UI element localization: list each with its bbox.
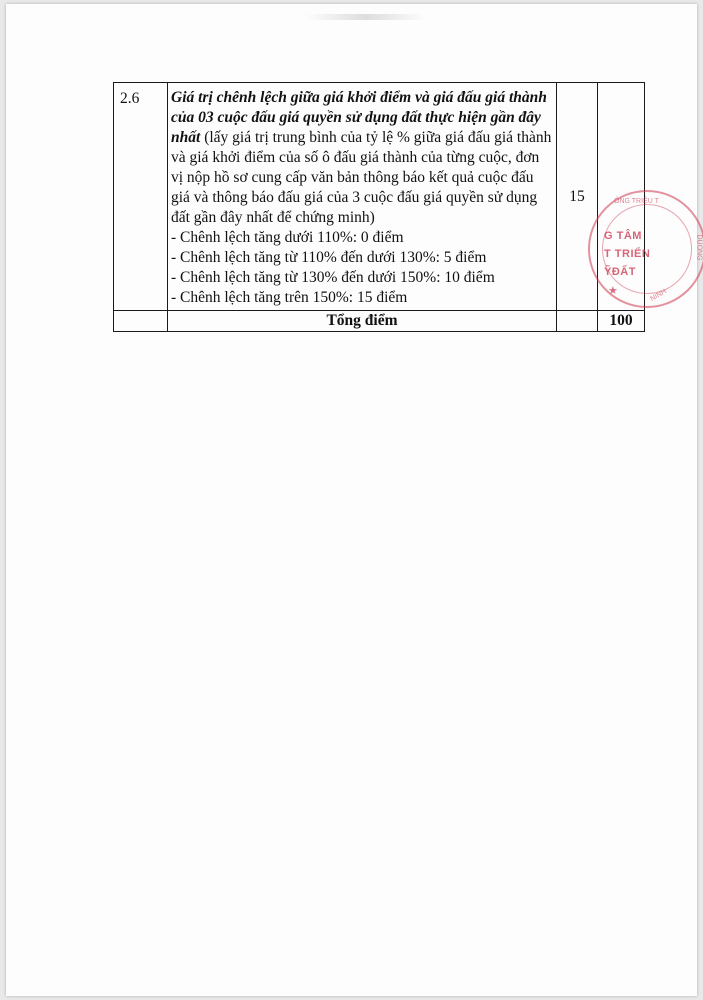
stamp-line-2: T TRIỂN — [604, 248, 651, 260]
stamp-line-3: ỸĐẤT — [604, 266, 636, 278]
criterion-description: (lấy giá trị trung bình của tỷ lệ % giữa giá đấu giá thành và giá khởi điểm của số ô đấu giá thành của từng cuộc, đơn vị nộp hồ sơ cung cấp văn bản thông báo kết quả cuộc đấu giá và thông báo đấu giá của 3 cuộc đấu giá quyền sử dụng đất gần đây nhất để chứng minh) — [171, 129, 552, 226]
max-score: 15 — [557, 83, 598, 311]
criterion-number: 2.6 — [114, 83, 168, 311]
total-value: 100 — [598, 311, 645, 332]
stamp-star-icon: ★ — [608, 284, 618, 297]
scan-artifact — [306, 14, 426, 20]
table-row — [114, 83, 645, 311]
criterion-title: Giá trị chênh lệch giữa giá khởi điểm và giá đấu giá thành của 03 cuộc đấu giá quyền sử dụng đất thực hiện gần đây nhất — [171, 89, 547, 146]
awarded-score — [598, 83, 645, 311]
scoring-table — [113, 82, 645, 332]
total-empty-cell — [114, 311, 168, 332]
score-level-3: - Chênh lệch tăng trên 150%: 15 điểm — [171, 289, 408, 306]
score-level-0: - Chênh lệch tăng dưới 110%: 0 điểm — [171, 229, 404, 246]
stamp-line-1: G TÂM — [604, 230, 642, 242]
stamp-ring-side: DUONG — [695, 234, 703, 261]
total-label: Tổng điểm — [168, 311, 557, 332]
score-level-1: - Chênh lệch tăng từ 110% đến dưới 130%: 5 điểm — [171, 249, 487, 266]
stamp-ring-top: ÔNG TRIỆU T — [614, 198, 659, 205]
total-row — [114, 311, 645, 332]
stamp-ring-bottom: NINH — [649, 288, 668, 303]
total-empty-cell-2 — [557, 311, 598, 332]
criterion-description-cell — [168, 83, 557, 311]
document-page — [6, 4, 697, 996]
score-level-2: - Chênh lệch tăng từ 130% đến dưới 150%: 10 điểm — [171, 269, 495, 286]
